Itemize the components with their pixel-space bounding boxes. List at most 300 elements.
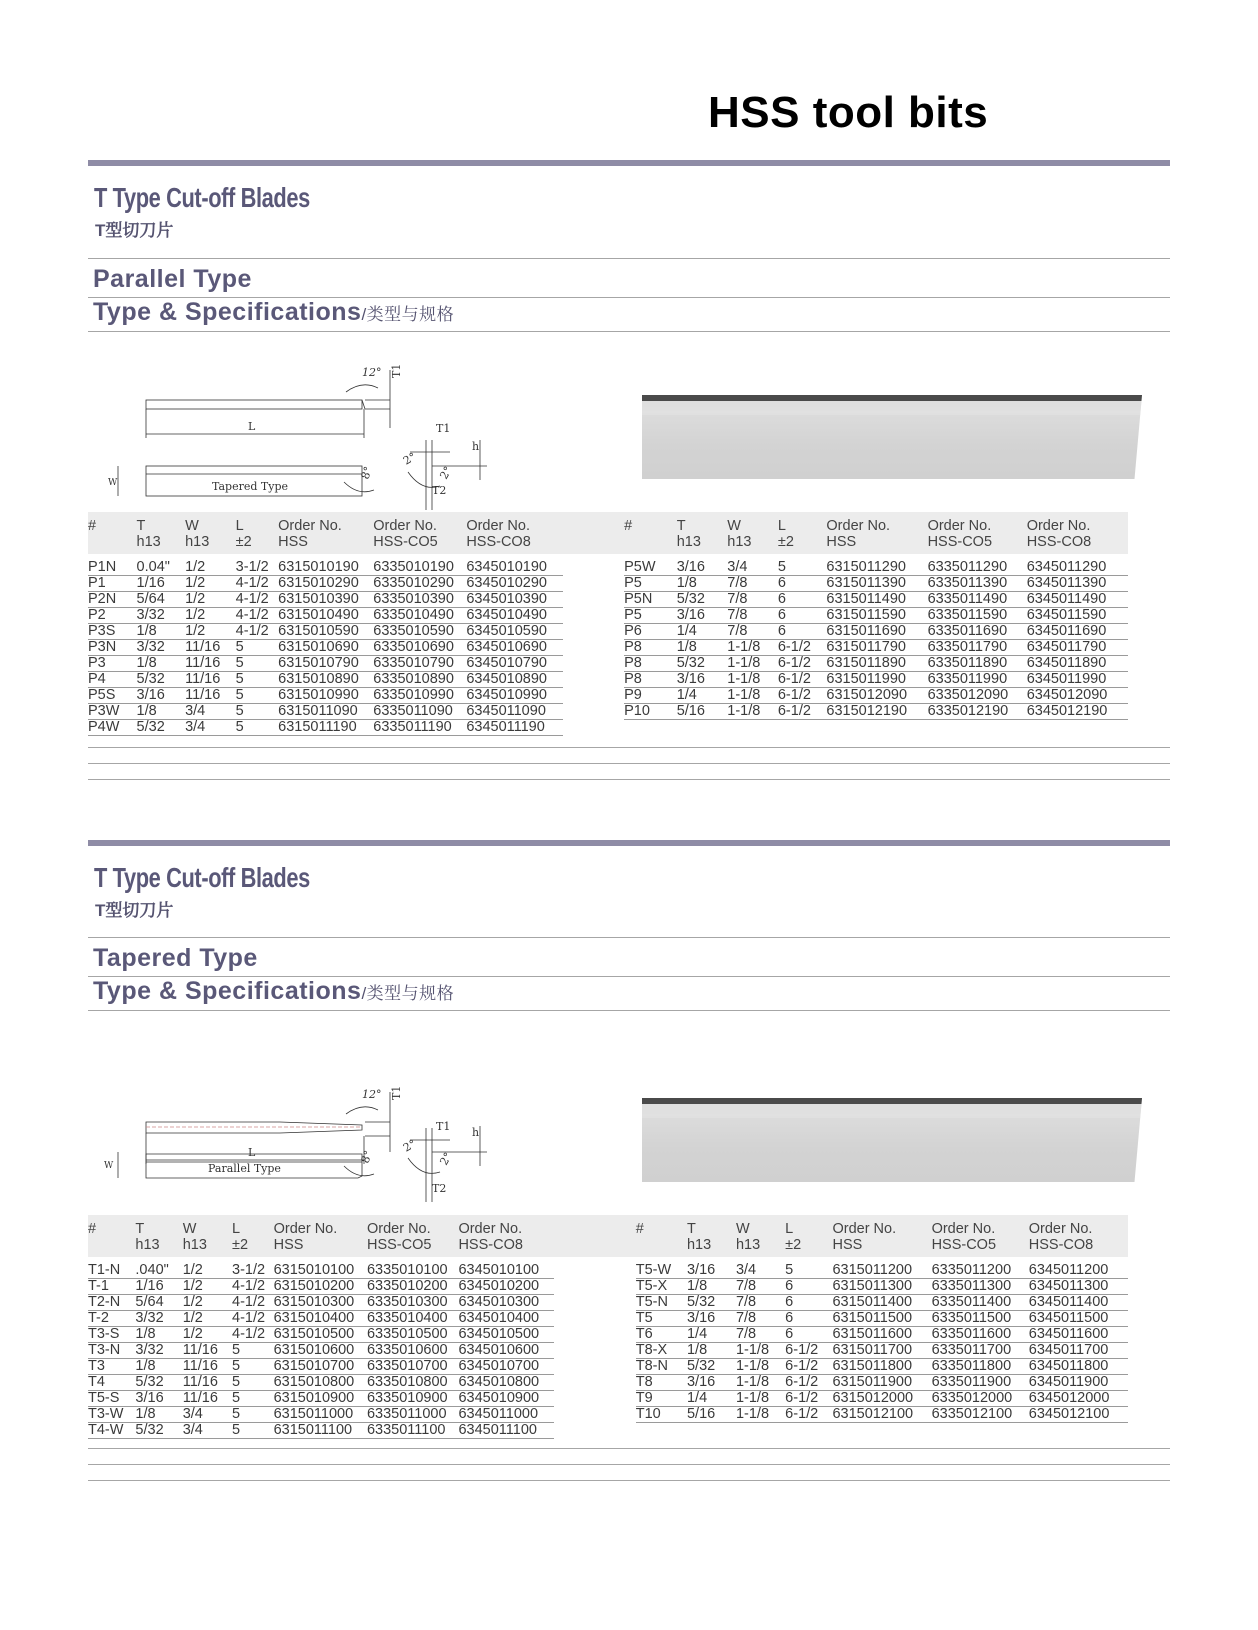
column-header-label: Order No. bbox=[366, 1221, 431, 1237]
column-header-label: T bbox=[136, 518, 146, 534]
table-cell: 7/8 bbox=[727, 608, 778, 624]
column-header-label: L bbox=[785, 1221, 794, 1237]
table-cell: 6345010990 bbox=[466, 688, 563, 704]
divider bbox=[88, 1480, 1170, 1481]
table-cell: T8 bbox=[636, 1375, 687, 1391]
table-cell bbox=[624, 720, 677, 736]
table-cell: 5 bbox=[232, 1423, 274, 1439]
table-cell: 6345010190 bbox=[466, 560, 563, 576]
row-spacer bbox=[563, 560, 624, 576]
table-cell: 6345010500 bbox=[458, 1327, 553, 1343]
table-cell: P5W bbox=[624, 560, 677, 576]
table-cell: 3/16 bbox=[677, 608, 728, 624]
table-cell: 6345011990 bbox=[1027, 672, 1128, 688]
subheading: Tapered Type bbox=[93, 944, 258, 972]
table-row bbox=[88, 704, 1128, 720]
w-label: W bbox=[108, 478, 118, 488]
table-cell: 3/4 bbox=[736, 1263, 785, 1279]
table-cell: 6315010200 bbox=[274, 1279, 367, 1295]
table-cell: 6345010600 bbox=[458, 1343, 553, 1359]
table-cell: 4-1/2 bbox=[232, 1279, 274, 1295]
table-cell: 6335010790 bbox=[373, 656, 466, 672]
table-cell: 6345010890 bbox=[466, 672, 563, 688]
column-header-label: # bbox=[88, 1221, 97, 1237]
table-cell: 4-1/2 bbox=[232, 1311, 274, 1327]
table-cell: 6335010100 bbox=[367, 1263, 458, 1279]
column-header-sublabel: HSS-CO8 bbox=[1026, 534, 1092, 550]
table-cell: 11/16 bbox=[183, 1375, 232, 1391]
table-cell: 1/8 bbox=[135, 1359, 182, 1375]
table-cell: 1-1/8 bbox=[736, 1375, 785, 1391]
table-cell: 6315010990 bbox=[278, 688, 373, 704]
column-header-label: W bbox=[735, 1221, 750, 1237]
table-cell: 7/8 bbox=[736, 1279, 785, 1295]
table-cell: 3/16 bbox=[677, 672, 728, 688]
column-header-label: L bbox=[232, 1221, 241, 1237]
table-cell: 7/8 bbox=[736, 1327, 785, 1343]
table-cell: 6345012000 bbox=[1029, 1391, 1128, 1407]
angle-top-label: 12° bbox=[362, 1088, 382, 1101]
table-cell: P9 bbox=[624, 688, 677, 704]
table-cell: 3/32 bbox=[135, 1343, 182, 1359]
table-cell: 6315010690 bbox=[278, 640, 373, 656]
column-header-sublabel: ±2 bbox=[232, 1237, 249, 1253]
table-cell bbox=[826, 720, 927, 736]
table-cell: 6335011800 bbox=[932, 1359, 1029, 1375]
table-header-row bbox=[88, 512, 1128, 554]
table-cell: 6315010390 bbox=[278, 592, 373, 608]
table-cell bbox=[928, 720, 1027, 736]
blade-photo bbox=[642, 395, 1142, 479]
table-cell: 5 bbox=[778, 560, 827, 576]
table-cell: 6315010900 bbox=[274, 1391, 367, 1407]
column-header-label: L bbox=[777, 518, 786, 534]
table-row bbox=[88, 656, 1128, 672]
column-header bbox=[832, 1215, 931, 1257]
table-cell bbox=[1027, 720, 1128, 736]
table-row bbox=[88, 672, 1128, 688]
table-row bbox=[88, 1407, 1128, 1423]
table-cell: T1-N bbox=[88, 1263, 135, 1279]
table-cell: 1/4 bbox=[687, 1327, 736, 1343]
column-header bbox=[274, 1215, 367, 1257]
table-cell: 5/64 bbox=[135, 1295, 182, 1311]
row-spacer bbox=[563, 640, 624, 656]
table-cell: 1/8 bbox=[137, 624, 186, 640]
table-cell: 1-1/8 bbox=[727, 640, 778, 656]
table-row bbox=[88, 1263, 1128, 1279]
t1-section-label: T1 bbox=[436, 1120, 451, 1133]
table-cell: 6315010500 bbox=[274, 1327, 367, 1343]
table-cell: 1/8 bbox=[687, 1343, 736, 1359]
table-cell: T5-S bbox=[88, 1391, 135, 1407]
table-cell: 11/16 bbox=[183, 1391, 232, 1407]
table-row bbox=[88, 1391, 1128, 1407]
table-cell bbox=[832, 1423, 931, 1439]
table-cell: 6 bbox=[778, 608, 827, 624]
blade-diagram bbox=[90, 1040, 490, 1210]
table-cell: 3/4 bbox=[183, 1423, 232, 1439]
row-spacer bbox=[563, 656, 624, 672]
table-cell: P3S bbox=[88, 624, 137, 640]
table-cell: 1/16 bbox=[135, 1279, 182, 1295]
table-cell: 5 bbox=[232, 1407, 274, 1423]
table-cell: P3N bbox=[88, 640, 137, 656]
table-cell: 6335011200 bbox=[932, 1263, 1029, 1279]
table-cell: 6 bbox=[778, 624, 827, 640]
table-cell: 6345012090 bbox=[1027, 688, 1128, 704]
row-spacer bbox=[554, 1407, 636, 1423]
table-cell: 6-1/2 bbox=[778, 672, 827, 688]
table-cell: 6345011890 bbox=[1027, 656, 1128, 672]
header-spacer bbox=[554, 1215, 636, 1257]
column-header-sublabel: ±2 bbox=[785, 1237, 802, 1253]
column-header-sublabel bbox=[636, 1237, 687, 1253]
table-cell: 6335010590 bbox=[373, 624, 466, 640]
column-header-label: Order No. bbox=[832, 1221, 897, 1237]
column-header-label: # bbox=[635, 1221, 644, 1237]
spec-table bbox=[88, 1215, 1128, 1439]
table-cell: P4W bbox=[88, 720, 137, 736]
table-cell: 6315012090 bbox=[826, 688, 927, 704]
table-cell: .040" bbox=[135, 1263, 182, 1279]
table-cell: 3-1/2 bbox=[236, 560, 278, 576]
table-cell: 1/2 bbox=[183, 1295, 232, 1311]
table-cell: 5/16 bbox=[687, 1407, 736, 1423]
table-cell: 11/16 bbox=[185, 640, 236, 656]
table-cell: 1/2 bbox=[183, 1311, 232, 1327]
column-header-sublabel bbox=[88, 1237, 135, 1253]
column-header-sublabel: HSS bbox=[826, 534, 857, 550]
row-spacer bbox=[554, 1359, 636, 1375]
table-cell: 3/16 bbox=[687, 1311, 736, 1327]
table-cell: 3/4 bbox=[185, 720, 236, 736]
table-cell: 6335011500 bbox=[932, 1311, 1029, 1327]
table-cell: 0.04" bbox=[137, 560, 186, 576]
column-header-label: W bbox=[185, 518, 199, 534]
divider bbox=[88, 763, 1170, 764]
table-cell: 6315011690 bbox=[826, 624, 927, 640]
table-cell: 6315010400 bbox=[274, 1311, 367, 1327]
table-cell: 1/2 bbox=[185, 608, 236, 624]
column-header bbox=[677, 512, 728, 554]
table-cell: 6335010290 bbox=[373, 576, 466, 592]
table-cell: 1-1/8 bbox=[736, 1391, 785, 1407]
column-header-label: # bbox=[624, 518, 633, 534]
table-cell: 11/16 bbox=[185, 672, 236, 688]
table-cell: 6345011800 bbox=[1029, 1359, 1128, 1375]
column-header-label: W bbox=[727, 518, 741, 534]
table-cell: 6315010890 bbox=[278, 672, 373, 688]
divider bbox=[88, 747, 1170, 748]
table-cell: 1/2 bbox=[185, 624, 236, 640]
table-cell: 6345010390 bbox=[466, 592, 563, 608]
column-header bbox=[236, 512, 278, 554]
table-cell: 6315011200 bbox=[832, 1263, 931, 1279]
table-cell: 6 bbox=[778, 592, 827, 608]
column-header-sublabel: HSS-CO8 bbox=[1028, 1237, 1094, 1253]
table-cell: 6315010100 bbox=[274, 1263, 367, 1279]
angle-side-label: 8° bbox=[358, 1148, 376, 1166]
table-cell: 5 bbox=[232, 1375, 274, 1391]
table-row bbox=[88, 608, 1128, 624]
table-cell: 5/32 bbox=[687, 1295, 736, 1311]
column-header bbox=[373, 512, 466, 554]
table-cell: 6315011590 bbox=[826, 608, 927, 624]
column-header-label: W bbox=[182, 1221, 197, 1237]
table-cell: 6345011300 bbox=[1029, 1279, 1128, 1295]
table-cell: 1/8 bbox=[135, 1407, 182, 1423]
column-header-label: T bbox=[676, 518, 686, 534]
section-divider bbox=[88, 840, 1170, 846]
table-cell: 6335010500 bbox=[367, 1327, 458, 1343]
t1-section-label: T1 bbox=[436, 422, 451, 435]
table-cell: 7/8 bbox=[727, 592, 778, 608]
column-header bbox=[727, 512, 778, 554]
table-cell: T9 bbox=[636, 1391, 687, 1407]
blade-photo bbox=[642, 1098, 1142, 1182]
table-cell: 1/8 bbox=[137, 656, 186, 672]
column-header-label: Order No. bbox=[931, 1221, 996, 1237]
spec-label-text: Type & Specifications bbox=[93, 977, 362, 1005]
table-cell: 1-1/8 bbox=[736, 1343, 785, 1359]
table-cell: 6345011490 bbox=[1027, 592, 1128, 608]
table-cell: T5-N bbox=[636, 1295, 687, 1311]
table-cell: 4-1/2 bbox=[236, 608, 278, 624]
table-cell: T2-N bbox=[88, 1295, 135, 1311]
column-header-sublabel: HSS-CO8 bbox=[466, 534, 531, 550]
column-header bbox=[88, 512, 137, 554]
table-cell: 6335011090 bbox=[373, 704, 466, 720]
table-cell: 6345012100 bbox=[1029, 1407, 1128, 1423]
table-cell: 6345011690 bbox=[1027, 624, 1128, 640]
header-spacer bbox=[563, 512, 624, 554]
column-header bbox=[1027, 512, 1128, 554]
column-header-sublabel: h13 bbox=[182, 1237, 207, 1253]
table-cell: 6-1/2 bbox=[778, 656, 827, 672]
column-header-label: T bbox=[686, 1221, 696, 1237]
row-spacer bbox=[554, 1375, 636, 1391]
table-cell: 1-1/8 bbox=[727, 704, 778, 720]
table-cell: 5/32 bbox=[677, 656, 728, 672]
table-cell: T3-N bbox=[88, 1343, 135, 1359]
spec-label-cn: /类型与规格 bbox=[361, 305, 455, 324]
column-header-sublabel: h13 bbox=[185, 534, 210, 550]
table-cell: 6345010490 bbox=[466, 608, 563, 624]
page-title: HSS tool bits bbox=[708, 88, 989, 137]
table-cell: 6 bbox=[785, 1295, 832, 1311]
column-header-sublabel: h13 bbox=[727, 534, 752, 550]
table-cell: T5-X bbox=[636, 1279, 687, 1295]
column-header-sublabel bbox=[624, 534, 677, 550]
table-cell: 6315011790 bbox=[826, 640, 927, 656]
column-header-label: Order No. bbox=[458, 1221, 523, 1237]
divider bbox=[88, 331, 1170, 332]
table-cell: 6315011090 bbox=[278, 704, 373, 720]
table-cell: P1N bbox=[88, 560, 137, 576]
table-cell bbox=[677, 720, 728, 736]
table-cell: 6345011190 bbox=[466, 720, 563, 736]
column-header bbox=[278, 512, 373, 554]
table-cell: 6335011590 bbox=[928, 608, 1027, 624]
spec-label bbox=[93, 977, 454, 1006]
table-cell: 6315011000 bbox=[274, 1407, 367, 1423]
table-cell: 6315010290 bbox=[278, 576, 373, 592]
column-header-sublabel: HSS-CO5 bbox=[373, 534, 438, 550]
row-spacer bbox=[563, 672, 624, 688]
table-cell: 6-1/2 bbox=[778, 688, 827, 704]
table-cell: 4-1/2 bbox=[236, 576, 278, 592]
angle-side-label: 8° bbox=[358, 464, 376, 482]
table-cell: T5-W bbox=[636, 1263, 687, 1279]
table-cell: 6315011300 bbox=[832, 1279, 931, 1295]
column-header bbox=[135, 1215, 182, 1257]
table-header-row bbox=[88, 1215, 1128, 1257]
table-cell: 6335010800 bbox=[367, 1375, 458, 1391]
table-cell: 3/4 bbox=[727, 560, 778, 576]
table-cell: 6345011590 bbox=[1027, 608, 1128, 624]
column-header bbox=[687, 1215, 736, 1257]
spec-label-text: Type & Specifications bbox=[93, 298, 362, 326]
type-text-label: Parallel Type bbox=[208, 1162, 281, 1175]
table-cell: 6315011900 bbox=[832, 1375, 931, 1391]
table-cell: 3/16 bbox=[687, 1263, 736, 1279]
table-row bbox=[88, 1311, 1128, 1327]
table-cell: 6335011400 bbox=[932, 1295, 1029, 1311]
table-cell: 5/32 bbox=[687, 1359, 736, 1375]
row-spacer bbox=[554, 1311, 636, 1327]
table-cell bbox=[636, 1423, 687, 1439]
table-cell: T4 bbox=[88, 1375, 135, 1391]
table-cell bbox=[778, 720, 827, 736]
table-cell: 5/64 bbox=[137, 592, 186, 608]
table-cell: 5 bbox=[232, 1343, 274, 1359]
section-heading-cn: T型切刀片 bbox=[95, 901, 174, 920]
table-cell: 6315012190 bbox=[826, 704, 927, 720]
table-cell: 6315010700 bbox=[274, 1359, 367, 1375]
section-heading-cn: T型切刀片 bbox=[95, 221, 174, 240]
table-row bbox=[88, 640, 1128, 656]
section-heading: T Type Cut-off Blades bbox=[94, 182, 310, 213]
table-cell: 5 bbox=[236, 656, 278, 672]
column-header bbox=[183, 1215, 232, 1257]
column-header bbox=[1029, 1215, 1128, 1257]
table-cell: 6 bbox=[785, 1311, 832, 1327]
column-header bbox=[736, 1215, 785, 1257]
table-cell: 6345011290 bbox=[1027, 560, 1128, 576]
table-cell: 6315011500 bbox=[832, 1311, 931, 1327]
table-cell: 6315011490 bbox=[826, 592, 927, 608]
table-cell: 6345010700 bbox=[458, 1359, 553, 1375]
table-cell: P5 bbox=[624, 608, 677, 624]
table-cell: 1/2 bbox=[183, 1263, 232, 1279]
table-cell: T3-S bbox=[88, 1327, 135, 1343]
table-cell: 5 bbox=[785, 1263, 832, 1279]
column-header bbox=[826, 512, 927, 554]
table-cell: 6335011000 bbox=[367, 1407, 458, 1423]
table-cell: P3 bbox=[88, 656, 137, 672]
divider bbox=[88, 1464, 1170, 1465]
table-row bbox=[88, 720, 1128, 736]
table-cell: 1/2 bbox=[185, 576, 236, 592]
table-cell: 6345010290 bbox=[466, 576, 563, 592]
column-header-sublabel: h13 bbox=[135, 1237, 160, 1253]
blade-top-view bbox=[146, 1122, 362, 1133]
table-cell: 6-1/2 bbox=[778, 704, 827, 720]
table-cell: 1-1/8 bbox=[736, 1407, 785, 1423]
table-cell: 6315011700 bbox=[832, 1343, 931, 1359]
table-cell: 3/32 bbox=[135, 1311, 182, 1327]
table-cell: P10 bbox=[624, 704, 677, 720]
table-cell: 5/32 bbox=[137, 720, 186, 736]
column-header bbox=[367, 1215, 458, 1257]
table-cell: T6 bbox=[636, 1327, 687, 1343]
table-cell: 6335011190 bbox=[373, 720, 466, 736]
table-cell: 3/16 bbox=[687, 1375, 736, 1391]
table-cell: 7/8 bbox=[727, 624, 778, 640]
table-cell: 4-1/2 bbox=[232, 1295, 274, 1311]
column-header bbox=[778, 512, 827, 554]
table-cell: 1/2 bbox=[185, 592, 236, 608]
table-cell: 6335010490 bbox=[373, 608, 466, 624]
table-cell: 3/4 bbox=[185, 704, 236, 720]
table-cell: 1/4 bbox=[687, 1391, 736, 1407]
w-label: W bbox=[104, 1161, 114, 1171]
table-cell: 5 bbox=[236, 704, 278, 720]
table-cell: 6335011990 bbox=[928, 672, 1027, 688]
table-cell: P1 bbox=[88, 576, 137, 592]
table-cell: 1-1/8 bbox=[727, 672, 778, 688]
column-header-label: Order No. bbox=[278, 518, 342, 534]
table-cell: 6315010190 bbox=[278, 560, 373, 576]
table-cell: 6345011790 bbox=[1027, 640, 1128, 656]
table-cell: 11/16 bbox=[183, 1359, 232, 1375]
column-header bbox=[232, 1215, 274, 1257]
table-cell: 1/2 bbox=[183, 1327, 232, 1343]
table-cell: 5 bbox=[236, 672, 278, 688]
table-cell: 6345012190 bbox=[1027, 704, 1128, 720]
blade-diagram bbox=[90, 340, 490, 510]
table-cell: 1/2 bbox=[183, 1279, 232, 1295]
column-header-label: Order No. bbox=[927, 518, 992, 534]
table-cell bbox=[932, 1423, 1029, 1439]
row-spacer bbox=[554, 1423, 636, 1439]
column-header-label: Order No. bbox=[273, 1221, 338, 1237]
table-cell: 6 bbox=[785, 1327, 832, 1343]
column-header-label: Order No. bbox=[826, 518, 891, 534]
angle-b-label: 2° bbox=[437, 464, 455, 482]
table-cell: 6345010100 bbox=[458, 1263, 553, 1279]
table-row bbox=[88, 1423, 1128, 1439]
column-header bbox=[785, 1215, 832, 1257]
table-cell: T-1 bbox=[88, 1279, 135, 1295]
column-header-sublabel: ±2 bbox=[777, 534, 794, 550]
table-cell: 6335011890 bbox=[928, 656, 1027, 672]
divider bbox=[88, 779, 1170, 780]
table-cell: 1/16 bbox=[137, 576, 186, 592]
angle-b-label: 2° bbox=[437, 1150, 455, 1168]
table-cell: 6345011100 bbox=[458, 1423, 553, 1439]
table-cell: 6-1/2 bbox=[785, 1391, 832, 1407]
table-cell: 6315011290 bbox=[826, 560, 927, 576]
table-cell: P8 bbox=[624, 640, 677, 656]
table-cell: 6335010600 bbox=[367, 1343, 458, 1359]
table-cell: 6335011600 bbox=[932, 1327, 1029, 1343]
table-cell bbox=[1029, 1423, 1128, 1439]
column-header-sublabel: h13 bbox=[686, 1237, 712, 1253]
column-header-sublabel: HSS-CO8 bbox=[458, 1237, 523, 1253]
table-cell: 6335012100 bbox=[932, 1407, 1029, 1423]
